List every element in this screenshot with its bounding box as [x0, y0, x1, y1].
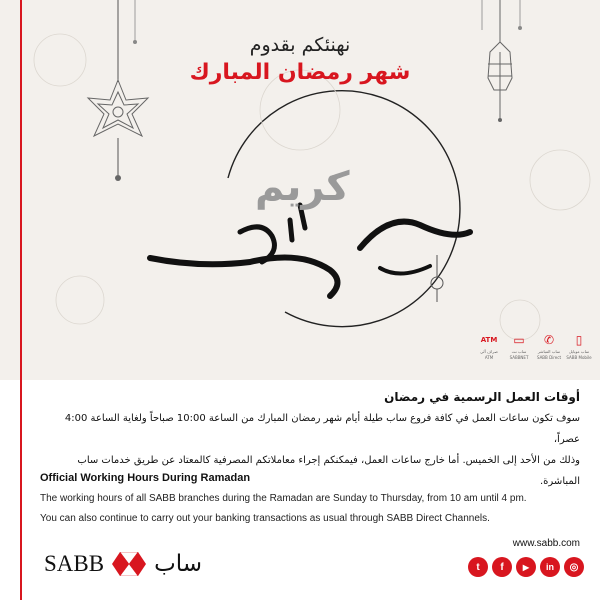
- greeting-line-1: نهنئكم بقدوم: [249, 34, 351, 56]
- arabic-title: أوقات العمل الرسمية في رمضان: [384, 390, 580, 404]
- service-label-en: SABB Direct: [536, 355, 562, 360]
- english-line-1: The working hours of all SABB branches during the Ramadan are Sunday to Thursday, from 10 am until 4 pm.: [40, 493, 527, 504]
- service-atm: [478, 333, 500, 361]
- website-link[interactable]: www.sabb.com: [512, 538, 580, 549]
- english-title: Official Working Hours During Ramadan: [40, 472, 251, 484]
- kareem-word: كريم: [255, 164, 350, 210]
- service-label-ar: ساب المباشر: [537, 349, 561, 354]
- social-links: [468, 557, 584, 577]
- service-sabb-mobile: [568, 333, 590, 361]
- greeting-line-2: شهر رمضان المبارك: [189, 60, 411, 85]
- service-label-ar: صراف آلي: [480, 349, 498, 354]
- hexagon-logo-icon: [112, 552, 146, 576]
- instagram-icon[interactable]: ◎: [564, 557, 584, 577]
- service-sabb-direct: [538, 333, 560, 361]
- youtube-icon[interactable]: ▶: [516, 557, 536, 577]
- service-label-en: ATM: [484, 355, 494, 360]
- service-sabbnet: [508, 333, 530, 361]
- service-label-en: SABBNET: [509, 355, 529, 360]
- facebook-icon[interactable]: f: [492, 557, 512, 577]
- logo-text-ar: ساب: [154, 551, 203, 577]
- service-label-en: SABB Mobile: [566, 355, 592, 360]
- service-channels: [478, 333, 598, 361]
- english-line-2: You can also continue to carry out your banking transactions as usual through SABB Direct Channels.: [40, 513, 490, 524]
- arabic-line-1: سوف تكون ساعات العمل في كافة فروع ساب طيلة أيام شهر رمضان المبارك من الساعة 10:00 صباحاً ولغاية الساعة 4:00 عصراً،: [64, 413, 580, 445]
- atm-icon: ATM: [480, 336, 498, 344]
- mobile-icon: ▯: [575, 333, 583, 347]
- red-vertical-rule: [20, 0, 22, 600]
- service-label-ar: ساب نت: [511, 349, 527, 354]
- service-label-ar: ساب موبايل: [568, 349, 590, 354]
- twitter-icon[interactable]: t: [468, 557, 488, 577]
- linkedin-icon[interactable]: in: [540, 557, 560, 577]
- sabb-logo[interactable]: [44, 547, 202, 581]
- phone-icon: ✆: [543, 333, 555, 347]
- logo-text-en: SABB: [44, 551, 105, 576]
- laptop-icon: ▭: [513, 333, 525, 347]
- arabic-line-2: وذلك من الأحد إلى الخميس. أما خارج ساعات العمل، فيمكنكم إجراء معاملاتكم المصرفية كالمعتاد عن طريق خدمات ساب المباشرة.: [77, 455, 580, 487]
